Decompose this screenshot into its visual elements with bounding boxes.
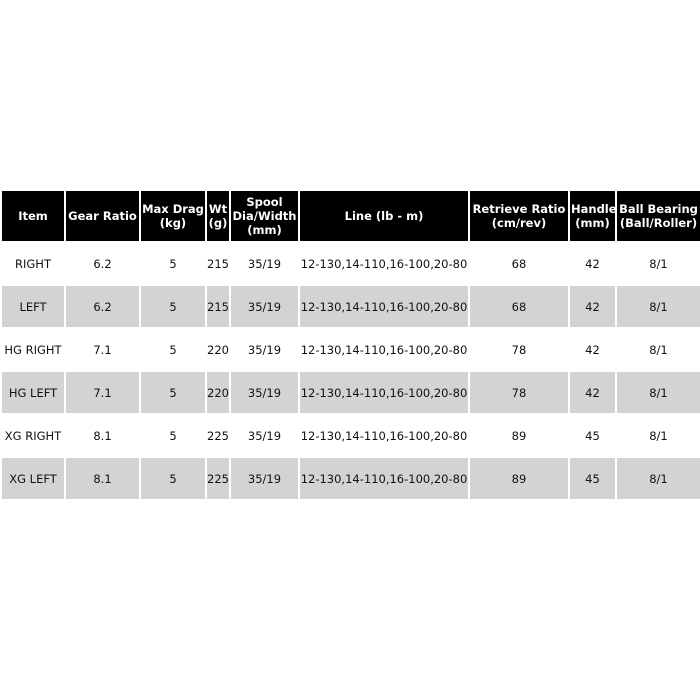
cell-spool: 35/19 bbox=[231, 458, 298, 499]
cell-spool: 35/19 bbox=[231, 329, 298, 370]
cell-line: 12-130,14-110,16-100,20-80 bbox=[300, 286, 468, 327]
cell-item: XG LEFT bbox=[2, 458, 64, 499]
cell-item: HG RIGHT bbox=[2, 329, 64, 370]
cell-gear-ratio: 7.1 bbox=[66, 329, 139, 370]
cell-line: 12-130,14-110,16-100,20-80 bbox=[300, 415, 468, 456]
cell-spool: 35/19 bbox=[231, 372, 298, 413]
header-retrieve-ratio: Retrieve Ratio (cm/rev) bbox=[470, 191, 568, 241]
cell-weight: 220 bbox=[207, 372, 229, 413]
cell-handle: 42 bbox=[570, 329, 615, 370]
cell-gear-ratio: 7.1 bbox=[66, 372, 139, 413]
header-gear-ratio: Gear Ratio bbox=[66, 191, 139, 241]
header-spool: Spool Dia/Width (mm) bbox=[231, 191, 298, 241]
cell-gear-ratio: 8.1 bbox=[66, 458, 139, 499]
table-row bbox=[2, 329, 700, 370]
cell-handle: 42 bbox=[570, 372, 615, 413]
header-line: Line (lb - m) bbox=[300, 191, 468, 241]
cell-item: XG RIGHT bbox=[2, 415, 64, 456]
cell-gear-ratio: 6.2 bbox=[66, 286, 139, 327]
cell-ball-bearing: 8/1 bbox=[617, 243, 700, 284]
header-max-drag: Max Drag (kg) bbox=[141, 191, 205, 241]
cell-retrieve-ratio: 89 bbox=[470, 415, 568, 456]
spec-table bbox=[0, 189, 700, 501]
cell-ball-bearing: 8/1 bbox=[617, 372, 700, 413]
cell-handle: 45 bbox=[570, 415, 615, 456]
cell-spool: 35/19 bbox=[231, 415, 298, 456]
cell-ball-bearing: 8/1 bbox=[617, 415, 700, 456]
cell-retrieve-ratio: 89 bbox=[470, 458, 568, 499]
cell-retrieve-ratio: 68 bbox=[470, 286, 568, 327]
cell-max-drag: 5 bbox=[141, 329, 205, 370]
table-row bbox=[2, 372, 700, 413]
cell-line: 12-130,14-110,16-100,20-80 bbox=[300, 372, 468, 413]
cell-retrieve-ratio: 68 bbox=[470, 243, 568, 284]
cell-item: RIGHT bbox=[2, 243, 64, 284]
header-item: Item bbox=[2, 191, 64, 241]
cell-weight: 215 bbox=[207, 243, 229, 284]
table-row bbox=[2, 243, 700, 284]
header-weight: Wt (g) bbox=[207, 191, 229, 241]
header-handle: Handle (mm) bbox=[570, 191, 615, 241]
cell-handle: 42 bbox=[570, 243, 615, 284]
cell-max-drag: 5 bbox=[141, 458, 205, 499]
cell-weight: 215 bbox=[207, 286, 229, 327]
table-row bbox=[2, 458, 700, 499]
cell-weight: 225 bbox=[207, 415, 229, 456]
cell-handle: 42 bbox=[570, 286, 615, 327]
cell-max-drag: 5 bbox=[141, 415, 205, 456]
cell-weight: 225 bbox=[207, 458, 229, 499]
cell-ball-bearing: 8/1 bbox=[617, 286, 700, 327]
cell-line: 12-130,14-110,16-100,20-80 bbox=[300, 243, 468, 284]
cell-max-drag: 5 bbox=[141, 286, 205, 327]
table-row bbox=[2, 415, 700, 456]
header-ball-bearing: Ball Bearing (Ball/Roller) bbox=[617, 191, 700, 241]
cell-weight: 220 bbox=[207, 329, 229, 370]
cell-spool: 35/19 bbox=[231, 286, 298, 327]
cell-item: HG LEFT bbox=[2, 372, 64, 413]
cell-gear-ratio: 6.2 bbox=[66, 243, 139, 284]
cell-ball-bearing: 8/1 bbox=[617, 458, 700, 499]
table-row bbox=[2, 286, 700, 327]
cell-spool: 35/19 bbox=[231, 243, 298, 284]
cell-handle: 45 bbox=[570, 458, 615, 499]
cell-max-drag: 5 bbox=[141, 372, 205, 413]
cell-item: LEFT bbox=[2, 286, 64, 327]
cell-line: 12-130,14-110,16-100,20-80 bbox=[300, 329, 468, 370]
header-row bbox=[2, 191, 700, 241]
cell-max-drag: 5 bbox=[141, 243, 205, 284]
cell-retrieve-ratio: 78 bbox=[470, 329, 568, 370]
cell-gear-ratio: 8.1 bbox=[66, 415, 139, 456]
cell-retrieve-ratio: 78 bbox=[470, 372, 568, 413]
cell-line: 12-130,14-110,16-100,20-80 bbox=[300, 458, 468, 499]
cell-ball-bearing: 8/1 bbox=[617, 329, 700, 370]
